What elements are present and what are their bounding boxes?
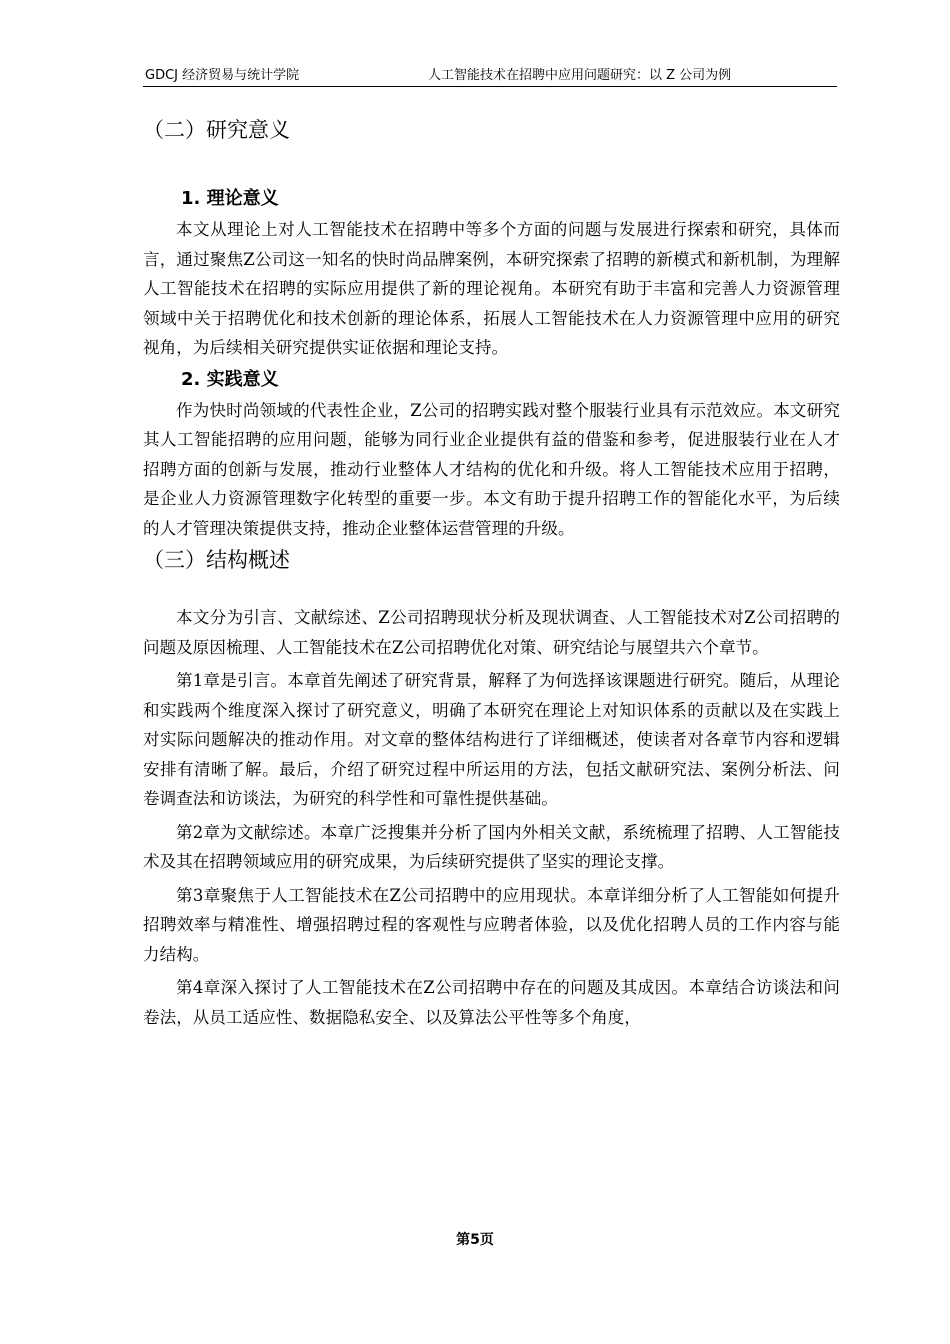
subsection-title-theory: 1. 理论意义 bbox=[181, 188, 279, 209]
section-title-structure: （三）结构概述 bbox=[143, 548, 290, 572]
section-title-significance: （二）研究意义 bbox=[143, 118, 290, 142]
paragraph-chapter-1: 第1章是引言。本章首先阐述了研究背景，解释了为何选择该课题进行研究。随后，从理论和实践两个维度深入探讨了研究意义，明确了本研究在理论上对知识体系的贡献以及在实践上对实际问题解决的推动作用。对文章的整体结构进行了详细概述，使读者对各章节内容和逻辑安排有清晰了解。最后，介绍了研究过程中所运用的方法，包括文献研究法、案例分析法、问卷调查法和访谈法，为研究的科学性和可靠性提供基础。 bbox=[143, 671, 840, 808]
paragraph-chapter-4: 第4章深入探讨了人工智能技术在Z公司招聘中存在的问题及其成因。本章结合访谈法和问卷法，从员工适应性、数据隐私安全、以及算法公平性等多个角度， bbox=[143, 978, 840, 1027]
paragraph-practice: 作为快时尚领域的代表性企业，Z公司的招聘实践对整个服装行业具有示范效应。本文研究其人工智能招聘的应用问题，能够为同行业企业提供有益的借鉴和参考，促进服装行业在人才招聘方面的创新与发展，推动行业整体人才结构的优化和升级。将人工智能技术应用于招聘，是企业人力资源管理数字化转型的重要一步。本文有助于提升招聘工作的智能化水平，为后续的人才管理决策提供支持，推动企业整体运营管理的升级。 bbox=[143, 400, 840, 538]
running-header bbox=[143, 66, 837, 87]
page-body bbox=[143, 115, 840, 1032]
subsection-title-practice: 2. 实践意义 bbox=[181, 368, 279, 390]
paragraph-chapter-2: 第2章为文献综述。本章广泛搜集并分析了国内外相关文献，系统梳理了招聘、人工智能技术及其在招聘领域应用的研究成果，为后续研究提供了坚实的理论支撑。 bbox=[143, 822, 840, 871]
paragraph-chapter-3: 第3章聚焦于人工智能技术在Z公司招聘中的应用现状。本章详细分析了人工智能如何提升招聘效率与精准性、增强招聘过程的客观性与应聘者体验，以及优化招聘人员的工作内容与能力结构。 bbox=[143, 885, 840, 964]
paragraph-structure-overview: 本文分为引言、文献综述、Z公司招聘现状分析及现状调查、人工智能技术对Z公司招聘的问题及原因梳理、人工智能技术在Z公司招聘优化对策、研究结论与展望共六个章节。 bbox=[143, 608, 840, 657]
header-paper-title: 人工智能技术在招聘中应用问题研究：以 Z 公司为例 bbox=[428, 68, 732, 83]
paragraph-theory: 本文从理论上对人工智能技术在招聘中等多个方面的问题与发展进行探索和研究，具体而言，通过聚焦Z公司这一知名的快时尚品牌案例，本研究探索了招聘的新模式和新机制，为理解人工智能技术在招聘的实际应用提供了新的理论视角。本研究有助于丰富和完善人力资源管理领域中关于招聘优化和技术创新的理论体系，拓展人工智能技术在人力资源管理中应用的研究视角，为后续相关研究提供实证依据和理论支持。 bbox=[143, 220, 840, 357]
header-institution: GDCJ 经济贸易与统计学院 bbox=[145, 68, 300, 83]
page-number: 第5页 bbox=[456, 1232, 494, 1248]
